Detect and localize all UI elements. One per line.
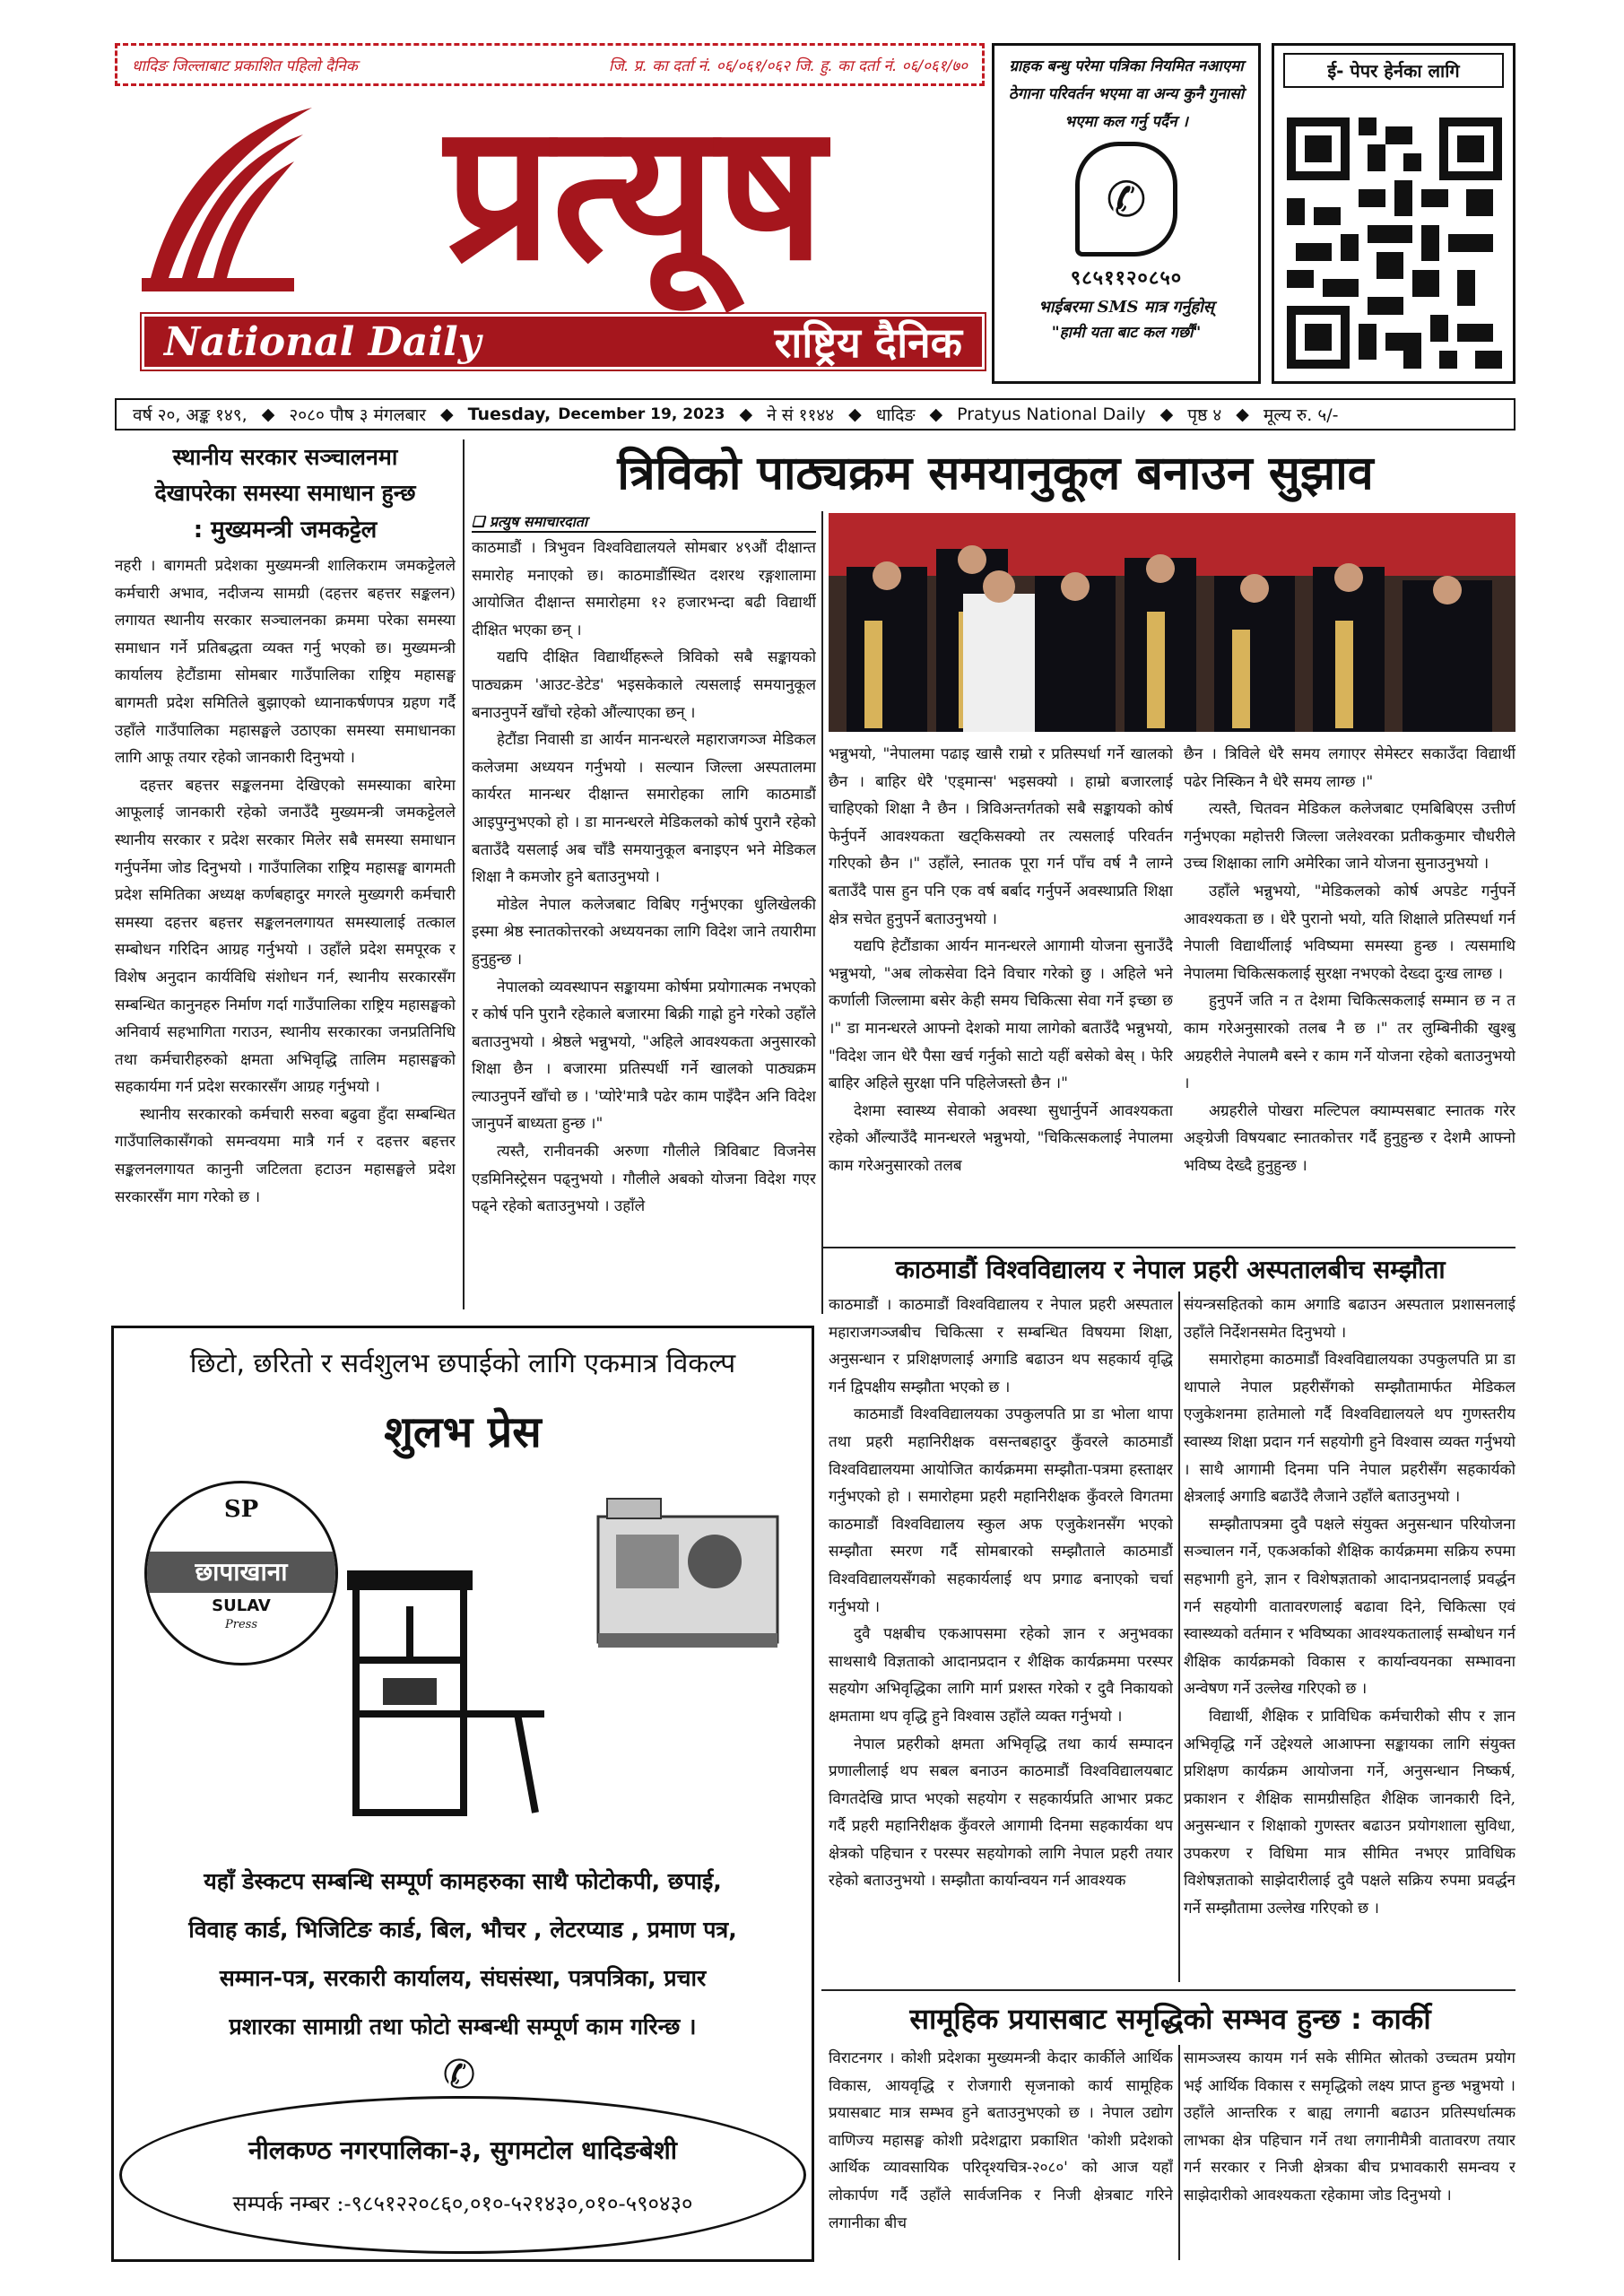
paragraph: सामञ्जस्य कायम गर्न सके सीमित स्रोतको उच्चतम प्रयोग भई आर्थिक विकास र समृद्धिको लक्ष्य प्राप्त हुन्छ भन्नुभयो । उहाँले आन्तरिक र बाह्य लगानी बढाउन प्रतिस्पर्धात्मक लाभका क्षेत्र पहिचान गर्ने तथा लगानीमैत्री वातावरण तयार गर्न सरकार र निजी क्षेत्रका बीच प्रभावकारी समन्वय र साझेदारीको आवश्यकता रहेकामा जोड दिनुभयो । [1184, 2049, 1515, 2205]
column-divider [1178, 2045, 1180, 2260]
phone-number: ९८५११२०८५० [1070, 266, 1183, 290]
nepal-sambat: ने सं ११४४ [767, 405, 835, 425]
paragraph: दहत्तर बहत्तर सङ्कलनमा देखिएको समस्याका बारेमा आफूलाई जानकारी रहेको जनाउँदै मुख्यमन्त्री जमकट्टेलले स्थानीय सरकार र प्रदेश सरकार मिलेर सबै समस्या समाधान गर्नुपर्नेमा जोड दिनुभयो । गाउँपालिका राष्ट्रिय महासङ्घ बागमती प्रदेश समितिका अध्यक्ष कर्णबहादुर मगरले मुख्यगरी कर्मचारी समस्या दहत्तर बहत्तर सङ्कलनलगायत समस्यालाई तत्काल सम्बोधन गरिदिन आग्रह गर्नुभयो । उहाँले प्रदेश समपूरक र विशेष अनुदान कार्यविधि संशोधन गर्न, स्थानीय सरकारसँग सम्बन्धित कानुनहरु निर्माण गर्दा गाउँपालिका राष्ट्रिय महासङ्घको अनिवार्य सहभागिता गराउन, स्थानीय सरकारका जनप्रतिनिधि तथा कर्मचारीहरुको क्षमता अभिवृद्धि तालिम महासङ्घको सहकार्यमा गर्न प्रदेश सरकारसँग आग्रह गर्नुभयो । [115, 776, 456, 1097]
paragraph: नेपालको व्यवस्थापन सङ्कायमा कोर्षमा प्रयोगात्मक नभएको र कोर्ष पनि पुरानै रहेकाले बजारमा बिक्री गाह्रो हुने गरेको उहाँले बताउनुभयो । श्रेष्ठले भन्नुभयो, "अहिले आवश्यकता अनुसारको शिक्षा छैन । बजारमा प्रतिस्पर्धी गर्ने खालको पाठ्यक्रम ल्याउनुपर्ने खाँचो छ । 'प्योरे'मात्रै पढेर काम पाइँदैन अनि विदेश जानुपर्ने बाध्यता हुन्छ ।" [472, 978, 816, 1134]
paragraph: मोडेल नेपाल कलेजबाट विबिए गर्नुभएका धुलिखेलकी इस्मा श्रेष्ठ स्नातकोत्तरको अध्ययनका लागि विदेश जाने तयारीमा हुनुहुन्छ । [472, 895, 816, 969]
sms-quote: "हामी यता बाट कल गर्छौं" [1051, 324, 1202, 342]
ad-services-line: विवाह कार्ड, भिजिटिङ कार्ड, बिल, भौचर , लेटरप्याड , प्रमाण पत्र, [188, 1917, 737, 1943]
graduates-image [829, 513, 1515, 732]
paragraph: स्थानीय सरकारको कर्मचारी सरुवा बढुवा हुँदा सम्बन्धित गाउँपालिकासँगको समन्वयमा मात्रै गर्न र दहत्तर बहत्तर सङ्कलनलगायत कानुनी जटिलता हटाउन महासङ्घले प्रदेश सरकारसँग माग गरेको छ । [115, 1105, 456, 1206]
masthead-banner [142, 314, 985, 370]
ad-address: नीलकण्ठ नगरपालिका-३, सुगमटोल धादिङबेशी [248, 2135, 677, 2165]
mou-headline: काठमाडौं विश्वविद्यालय र नेपाल प्रहरी अस्पतालबीच सम्झौता [895, 1255, 1446, 1284]
ad-logo-english: SULAV [212, 1596, 271, 1615]
logo-wordmark: प्रत्यूष [445, 83, 825, 302]
left-article [115, 439, 456, 1309]
paragraph: नेपाल प्रहरीको क्षमता अभिवृद्धि तथा कार्य सम्पादन प्रणालीलाई थप सबल बनाउन काठमाडौं विश्वविद्यालयबाट विगतदेखि प्राप्त भएको सहयोग र सहकार्यप्रति आभार प्रकट गर्दै प्रहरी महानिरीक्षक कुँवरले आगामी दिनमा सहकार्यका थप क्षेत्रको पहिचान र परस्पर सहयोगको लागि नेपाल प्रहरी तयार रहेको बताउनुभयो । सम्झौता कार्यान्वयन गर्न आवश्यक [829, 1735, 1173, 1891]
ad-phone-icon: ✆ [442, 2052, 476, 2098]
page-number: पृष्ठ ४ [1187, 405, 1222, 425]
place-name: धादिङ [875, 405, 916, 425]
ad-services-text [114, 1857, 812, 2051]
ad-headline: छिटो, छरितो र सर्वशुलभ छपाईको लागि एकमात्र विकल्प [189, 1348, 736, 1379]
karki-headline: सामूहिक प्रयासबाट समृद्धिको सम्भव हुन्छ : कार्की [909, 2002, 1431, 2036]
left-article-title-line-3: : मुख्यमन्त्री जमकट्टेल [193, 517, 378, 544]
column-divider [463, 439, 465, 1309]
subtitle-nepali: राष्ट्रिय दैनिक [774, 318, 962, 367]
tagline-left: धादिङ जिल्लाबाट प्रकाशित पहिलो दैनिक [132, 57, 358, 75]
epaper-box [1272, 43, 1515, 384]
top-tagline-bar [115, 43, 985, 86]
ad-logo [144, 1481, 338, 1665]
ad-logo-small: Press [225, 1618, 257, 1631]
column-divider [821, 511, 823, 1314]
mou-article-col-2 [1184, 1292, 1515, 1982]
paragraph: देशमा स्वास्थ्य सेवाको अवस्था सुधार्नुपर्ने आवश्यकता रहेको औंल्याउँदै मानन्धरले भन्नुभयो, "चिकित्सकलाई नेपालमा काम गरेअनुसारको तलब [829, 1101, 1173, 1175]
qr-code-icon[interactable] [1287, 117, 1502, 369]
subscriber-notice-box [992, 43, 1261, 384]
paper-name-english: Pratyus National Daily [957, 404, 1146, 424]
mou-article-col-1 [829, 1292, 1173, 1982]
paragraph: छैन । त्रिविले धेरै समय लगाएर सेमेस्टर सकाउँदा विद्यार्थी पढेर निस्किन नै धेरै समय लाग्छ ।" [1184, 745, 1515, 791]
paragraph: हुनुपर्ने जति न त देशमा चिकित्सकलाई सम्मान छ न त काम गरेअनुसारको तलब नै छ ।" तर लुम्बिनीकी खुश्बु अग्रहरीले नेपालमै बस्ने र काम गर्ने योजना रहेको बताउनुभयो । [1184, 992, 1515, 1093]
notice-text: ग्राहक बन्धु परेमा पत्रिका नियमित नआएमा ठेगाना परिवर्तन भएमा वा अन्य कुनै गुनासो भएमा कल गर्नु पर्दैन । [1008, 57, 1245, 131]
epaper-label: ई- पेपर हेर्नका लागि [1283, 53, 1504, 88]
price: मूल्य रु. ५/- [1263, 405, 1339, 425]
main-article-col-3 [1184, 741, 1515, 1243]
section-divider [821, 1989, 1515, 1991]
sms-text: भाईबरमा SMS मात्र गर्नुहोस् [1038, 298, 1214, 317]
paragraph: भन्नुभयो, "नेपालमा पढाइ खासै राम्रो र प्रतिस्पर्धा गर्ने खालको छैन । बाहिर धेरै 'एड्मान्स' भइसक्यो । हाम्रो बजारलाई चाहिएको शिक्षा नै छैन । त्रिविअन्तर्गतको सबै सङ्कायको कोर्ष फेर्नुपर्ने आवश्यकता खट्किसक्यो तर त्यसलाई परिवर्तन गरिएको छैन ।" उहाँले, स्नातक पूरा गर्न पाँच वर्ष नै लाग्ने बताउँदै पास हुन पनि एक वर्ष बर्बाद गर्नुपर्ने अवस्थाप्रति शिक्षा क्षेत्र सचेत हुनुपर्ने बताउनुभयो । [829, 745, 1173, 928]
english-day: Tuesday, [467, 404, 551, 424]
paragraph: अग्रहरीले पोखरा मल्टिपल क्याम्पसबाट स्नातक गरेर अङ्ग्रेजी विषयबाट स्नातकोत्तर गर्दै हुनुहुन्छ र देशमै आफ्नो भविष्य देख्दै हुनुहुन्छ । [1184, 1101, 1515, 1175]
print-shop-advertisement [111, 1326, 814, 2262]
ad-logo-band: छापाखाना [147, 1552, 335, 1593]
subtitle-english: National Daily [164, 318, 482, 365]
paragraph: नहरी । बागमती प्रदेशका मुख्यमन्त्री शालिकराम जमकट्टेलले कर्मचारी अभाव, नदीजन्य सामग्री (दहत्तर बहत्तर सङ्कलन) लगायत स्थानीय सरकार सञ्चालनका क्रममा परेका समस्या समाधान गर्ने प्रतिबद्धता व्यक्त गर्नु भएको छ। मुख्यमन्त्री कार्यालय हेटौंडामा सोमबार गाउँपालिका राष्ट्रिय महासङ्घ बागमती प्रदेश समितिले बुझाएको ध्यानाकर्षणपत्र ग्रहण गर्दै उहाँले गाउँपालिका महासङ्घले उठाएका समस्या समाधानका लागि आफू तयार रहेको जानकारी दिनुभयो । [115, 557, 456, 768]
paragraph: त्यस्तै, चितवन मेडिकल कलेजबाट एमबिबिएस उत्तीर्ण गर्नुभएका महोत्तरी जिल्ला जलेश्वरका प्रतीककुमार चौधरीले उच्च शिक्षाका लागि अमेरिका जाने योजना सुनाउनुभयो । [1184, 800, 1515, 874]
paragraph: सम्झौतापत्रमा दुवै पक्षले संयुक्त अनुसन्धान परियोजना सञ्चालन गर्ने, एकअर्काको शैक्षिक कार्यक्रममा सक्रिय रुपमा सहभागी हुने, ज्ञान र विशेषज्ञताको आदानप्रदानलाई प्रवर्द्धन गर्न सहयोगी वातावरणलाई बढावा दिने, चिकित्सा एवं स्वास्थ्यको वर्तमान र भविष्यका आवश्यकतालाई सम्बोधन गर्न शैक्षिक कार्यक्रमको विकास र कार्यान्वयनका सम्भावना अन्वेषण गर्ने उल्लेख गरिएको छ । [1184, 1515, 1515, 1699]
paragraph: त्यस्तै, रानीवनकी अरुणा गौलीले त्रिविबाट विजनेस एडमिनिस्ट्रेसन पढ्नुभयो । गौलीले अबको योजना विदेश गएर पढ्ने रहेको बताउनुभयो । उहाँले [472, 1143, 816, 1216]
ad-services-line: यहाँ डेस्कटप सम्बन्धि सम्पूर्ण कामहरुका साथै फोटोकपी, छपाई, [204, 1868, 722, 1894]
paragraph: काठमाडौं । त्रिभुवन विश्वविद्यालयले सोमबार ४९औं दीक्षान्त समारोह मनाएको छ। काठमाडौंस्थित दशरथ रङ्गशालामा आयोजित दीक्षान्त समारोहमा १२ हजारभन्दा बढी विद्यार्थी दीक्षित भएका छन् । [472, 539, 816, 639]
offset-press-machine-icon [580, 1481, 795, 1660]
dateline-bar: वर्ष २०, अङ्क १४९, ◆ २०८० पौष ३ मंगलबार ◆ Tuesday, December 19, 2023 ◆ ने सं ११४४ ◆ धादिङ ◆ Pratyus National Daily ◆ पृष्ठ ४ ◆ मूल्य रु. ५/- [115, 398, 1515, 430]
paragraph: उहाँले भन्नुभयो, "मेडिकलको कोर्ष अपडेट गर्नुपर्ने आवश्यकता छ । धेरै पुरानो भयो, यति शिक्षाले प्रतिस्पर्धा गर्न नेपाली विद्यार्थीलाई भविष्यमा समस्या हुन्छ । त्यसमाथि नेपालमा चिकित्सकलाई सुरक्षा नभएको देख्दा दुःख लाग्छ । [1184, 882, 1515, 983]
paragraph: यद्यपि हेटौंडाका आर्यन मानन्धरले आगामी योजना सुनाउँदै भन्नुभयो, "अब लोकसेवा दिने विचार गरेको छु । अहिले भने कर्णाली जिल्लामा बसेर केही समय चिकित्सा सेवा गर्ने इच्छा छ ।" डा मानन्धरले आफ्नो देशको माया लागेको बताउँदै भन्नुभयो, "विदेश जान धेरै पैसा खर्च गर्नुको साटो यहीं बसेको बेस् । फेरि बाहिर अहिले सुरक्षा पनि पहिलेजस्तो छैन ।" [829, 937, 1173, 1093]
ad-services-line: प्रशारका सामाग्री तथा फोटो सम्बन्धी सम्पूर्ण काम गरिन्छ । [229, 2013, 697, 2039]
left-article-title-line-1: स्थानीय सरकार सञ्चालनमा [172, 444, 398, 470]
paragraph: विद्यार्थी, शैक्षिक र प्राविधिक कर्मचारीको सीप र ज्ञान अभिवृद्धि गर्ने उद्देश्यले आआफ्ना सङ्कायका लागि संयुक्त प्रशिक्षण कार्यक्रम आयोजना गर्ने, अनुसन्धान निष्कर्ष, प्रकाशन र शैक्षिक सामग्रीसहित शैक्षिक जानकारी दिने, अनुसन्धान र शिक्षाको गुणस्तर बढाउन प्रयोगशाला सुविधा, उपकरण र विधिमा मात्र सीमित नभएर प्राविधिक विशेषज्ञताको साझेदारीलाई दुवै पक्षले सक्रिय रुपमा प्रवर्द्धन गर्ने सम्झौतामा उल्लेख गरिएको छ । [1184, 1707, 1515, 1918]
nepali-date: २०८० पौष ३ मंगलबार [289, 405, 427, 425]
paragraph: संयन्त्रसहितको काम अगाडि बढाउन अस्पताल प्रशासनलाई उहाँले निर्देशनसमेत दिनुभयो । [1184, 1296, 1515, 1342]
main-headline: त्रिविको पाठ्यक्रम समयानुकूल बनाउन सुझाव [617, 447, 1374, 500]
left-article-title-line-2: देखापरेका समस्या समाधान हुन्छ [154, 480, 416, 506]
english-date: December 19, 2023 [558, 405, 725, 423]
main-article-col-2 [829, 741, 1173, 1243]
paragraph: दुवै पक्षबीच एकआपसमा रहेको ज्ञान र अनुभवका साथसाथै विज्ञताको आदानप्रदान र शैक्षिक कार्यक्रममा परस्पर सहयोग अभिवृद्धिका लागि मार्ग प्रशस्त गरेको र दुवै निकायको क्षमतामा थप वृद्धि हुने विश्वास उहाँले व्यक्त गर्नुभयो । [829, 1625, 1173, 1726]
karki-article-col-1 [829, 2045, 1173, 2260]
paragraph: काठमाडौं । काठमाडौं विश्वविद्यालय र नेपाल प्रहरी अस्पताल महाराजगञ्जबीच चिकित्सा र सम्बन्धित विषयमा शिक्षा, अनुसन्धान र प्रशिक्षणलाई अगाडि बढाउन थप सहकार्य वृद्धि गर्न द्विपक्षीय सम्झौता भएको छ । [829, 1296, 1173, 1396]
paragraph: विराटनगर । कोशी प्रदेशका मुख्यमन्त्री केदार कार्कीले आर्थिक विकास, आयवृद्धि र रोजगारी सृजनाको कार्य सामूहिक प्रयासबाट मात्र सम्भव हुने बताउनुभएको छ । नेपाल उद्योग वाणिज्य महासङ्घ कोशी प्रदेशद्वारा प्रकाशित 'कोशी प्रदेशको आर्थिक व्यावसायिक परिदृश्यचित्र-२०८०' को आज यहाँ लोकार्पण गर्दै उहाँले सार्वजनिक र निजी क्षेत्रबाट गरिने लगानीका बीच [829, 2049, 1173, 2232]
tagline-right: जि. प्र. का दर्ता नं. ०६/०६१/०६२ जि. हु. का दर्ता नं. ०६/०६१/७० [608, 57, 968, 75]
ad-brand-name: शुलभ प्रेस [384, 1407, 542, 1457]
ad-logo-initials: SP [223, 1496, 259, 1523]
ad-address-oval [119, 2096, 806, 2254]
paragraph: हेटौंडा निवासी डा आर्यन मानन्धरले महाराजगञ्ज मेडिकल कलेजमा अध्ययन गर्नुभयो । सल्यान जिल्ला अस्पतालमा कार्यरत मानन्धर दीक्षान्त समारोहका लागि काठमाडौं आइपुग्नुभएको हो । डा मानन्धरले मेडिकलको कोर्ष पुरानै रहेको बताउँदै यसलाई अब चाँडै समयानुकूल बनाइएन भने मेडिकल शिक्षा नै कमजोर हुने बताउनुभयो । [472, 731, 816, 887]
ad-services-line: सम्मान-पत्र, सरकारी कार्यालय, संघसंस्था, पत्रपत्रिका, प्रचार [219, 1965, 707, 1991]
issue-number: वर्ष २०, अङ्क १४९, [133, 405, 248, 425]
left-article-body [115, 552, 456, 1211]
byline-icon: ❑ [472, 513, 490, 530]
paragraph: समारोहमा काठमाडौं विश्वविद्यालयका उपकुलपति प्रा डा थापाले नेपाल प्रहरीसँगको सम्झौतामार्फत मेडिकल एजुकेशनमा हातेमालो गर्दै विश्वविद्यालयले थप गुणस्तरीय स्वास्थ्य शिक्षा प्रदान गर्न सहयोगी हुने विश्वास व्यक्त गर्नुभयो । साथै आगामी दिनमा पनि नेपाल प्रहरीसँग सहकार्यको क्षेत्रलाई अगाडि बढाउँदै लैजाने उहाँले बताउनुभयो । [1184, 1351, 1515, 1507]
section-divider [821, 1247, 1515, 1248]
byline: ❑ प्रत्युष समाचारदाता [472, 511, 816, 533]
convocation-photo [829, 513, 1515, 732]
main-article-col-1 [472, 511, 816, 1314]
masthead-logo [115, 83, 985, 377]
hand-press-machine-icon [320, 1552, 553, 1822]
karki-article-col-2 [1184, 2045, 1515, 2260]
paragraph: काठमाडौं विश्वविद्यालयका उपकुलपति प्रा डा भोला थापा तथा प्रहरी महानिरीक्षक वसन्तबहादुर कुँवरले काठमाडौं विश्वविद्यालयमा आयोजित कार्यक्रममा सम्झौता-पत्रमा हस्ताक्षर गर्नुभएको हो । समारोहमा प्रहरी महानिरीक्षक कुँवरले विगतमा काठमाडौं विश्वविद्यालय स्कुल अफ एजुकेशनसँग भएको सम्झौता स्मरण गर्दै सोमबारको सम्झौताले काठमाडौं विश्वविद्यालयसँगको सहकार्यलाई थप प्रगाढ बनाएको चर्चा गर्नुभयो । [829, 1405, 1173, 1616]
ad-contact-number: सम्पर्क नम्बर :-९८५१२२०८६०,०१०-५२१४३०,०१०-५९०४३० [232, 2191, 693, 2216]
column-divider [1178, 1292, 1180, 1982]
viber-phone-icon: ✆ [1075, 142, 1177, 257]
paragraph: यद्यपि दीक्षित विद्यार्थीहरूले त्रिविको सबै सङ्कायको पाठ्यक्रम 'आउट-डेटेड' भइसकेकाले त्यसलाई समयानुकूल बनाउनुपर्ने खाँचो रहेको औंल्याएका छन् । [472, 648, 816, 722]
